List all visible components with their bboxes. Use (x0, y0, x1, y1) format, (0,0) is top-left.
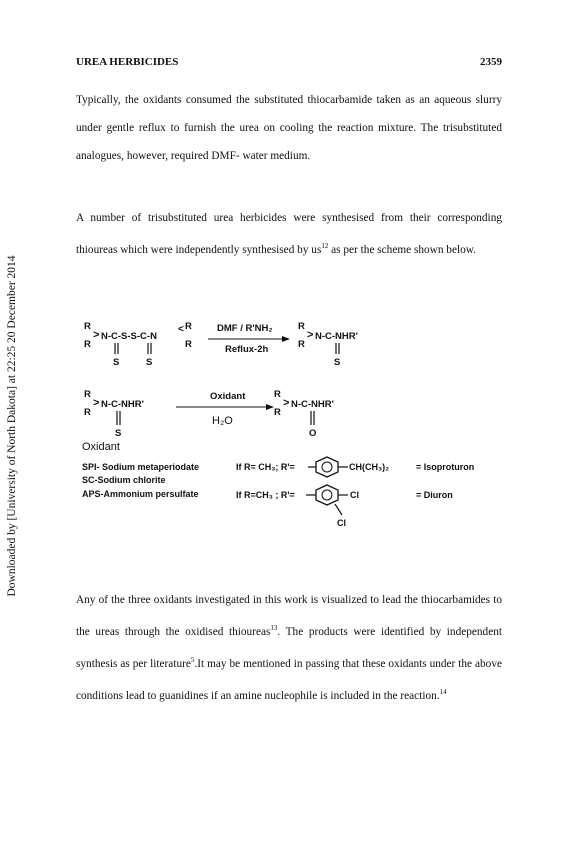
bracket: < (178, 324, 184, 335)
bracket: > (93, 329, 100, 341)
paragraph-3-text-a: Any of the three oxidants investigated in this work is visualized to lead the thiocarbamides to the ureas through the oxidised thioureas (76, 594, 502, 638)
condition-diuron: If R=CH₃ ; R'= (236, 490, 295, 500)
oxidant-aps: APS-Ammonium persulfate (82, 489, 199, 499)
paragraph-3 (76, 586, 502, 709)
sulfur-label: S (146, 357, 153, 368)
paragraph-1: Typically, the oxidants consumed the substituted thiocarbamide taken as an aqueous slurry under gentle reflux to furnish the urea on cooling the reaction mixture. The trisubstituted analogues, however, required DMF- water medium. (76, 94, 502, 162)
product-diuron: = Diuron (416, 490, 453, 500)
benzene-ring-icon (316, 485, 338, 505)
oxygen-label: O (309, 428, 317, 439)
oxidant-heading: Oxidant (82, 441, 120, 453)
page-number: 2359 (480, 56, 502, 68)
thiuram-chain: N-C-S-S-C-N (101, 331, 157, 342)
arrow-head (266, 404, 274, 410)
reagent-dmf: DMF / R'NH₂ (217, 323, 273, 334)
sulfur-label: S (115, 428, 122, 439)
bracket: > (307, 329, 314, 341)
r2-r-top: R (84, 389, 91, 400)
benzene-ring-icon (316, 457, 338, 477)
chlorine-label: Cl (350, 490, 359, 500)
reagent-water: H₂O (212, 415, 233, 427)
p2-r-top: R (274, 389, 281, 400)
paragraph-2-text-b: as per the scheme shown below. (328, 243, 476, 256)
r1-r-bottom: R (84, 339, 91, 350)
thiourea-2: N-C-NHR' (101, 399, 144, 410)
arrow-head (282, 336, 290, 342)
paragraph-2-text-a: A number of trisubstituted urea herbicides were synthesised from their corresponding thioureas which were independently synthesised by us (76, 212, 502, 256)
reaction-scheme (70, 318, 510, 550)
sulfur-label: S (334, 357, 341, 368)
ref-5: 5 (190, 655, 195, 664)
paragraph-3-text-b: . The products were identified by independent synthesis as per literature (76, 625, 502, 670)
product-isoproturon: = Isoproturon (416, 462, 475, 472)
chlorine-label: Cl (337, 518, 346, 528)
paragraph-2 (76, 204, 502, 264)
paragraph-3-text-c: .It may be mentioned in passing that these oxidants under the above conditions lead to guanidines if an amine nucleophile is included in the reaction. (76, 657, 502, 702)
oxidant-sc: SC-Sodium chlorite (82, 475, 166, 485)
r1-r-top: R (84, 321, 91, 332)
condition-isoproturon: If R= CH₃; R'= (236, 462, 295, 472)
r1-r-right-top: R (185, 321, 192, 332)
thiourea-1: N-C-NHR' (315, 331, 358, 342)
ref-12: 12 (321, 242, 329, 250)
bracket: > (93, 397, 100, 409)
p1-r-bottom: R (298, 339, 305, 350)
ref-14: 14 (439, 687, 447, 696)
sulfur-label: S (113, 357, 120, 368)
r2-r-bottom: R (84, 407, 91, 418)
oxidant-spi: SPI- Sodium metaperiodate (82, 462, 200, 472)
bond (335, 504, 342, 515)
urea-product: N-C-NHR' (291, 399, 334, 410)
isopropyl-group: CH(CH₃)₂ (349, 462, 390, 472)
running-header (76, 56, 502, 68)
header-title: UREA HERBICIDES (76, 56, 179, 68)
ref-13: 13 (270, 624, 278, 632)
p1-r-top: R (298, 321, 305, 332)
download-watermark: Downloaded by [University of North Dakota] at 22:25 20 December 2014 (6, 255, 18, 597)
reagent-reflux: Reflux-2h (225, 344, 269, 355)
bracket: > (283, 397, 290, 409)
p2-r-bottom: R (274, 407, 281, 418)
r1-r-right-bottom: R (185, 339, 192, 350)
reagent-oxidant: Oxidant (210, 391, 246, 402)
